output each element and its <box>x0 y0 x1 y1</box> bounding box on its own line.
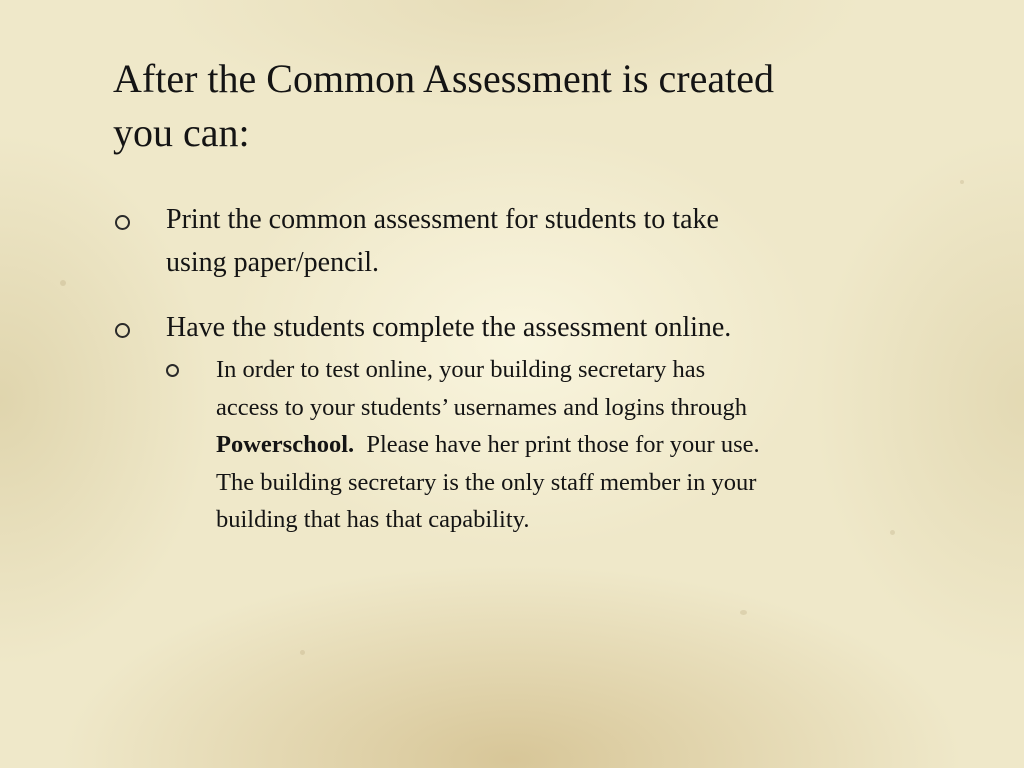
bullet-text-line: Have the students complete the assessment online. <box>166 312 732 343</box>
sub-bullet-item-secretary <box>166 351 906 539</box>
title-line: you can: <box>113 110 250 155</box>
sub-bullet-text-line: access to your students’ usernames and logins through <box>216 393 747 421</box>
sub-bullet-text-rest: Please have her print those for your use. <box>354 431 760 458</box>
bullet-list <box>113 198 913 539</box>
bullet-item-print <box>113 198 913 284</box>
paper-speckle <box>60 280 66 286</box>
paper-speckle <box>740 610 747 615</box>
bullet-text-line: using paper/pencil. <box>166 247 380 278</box>
sub-bullet-text-line: The building secretary is the only staff member in your <box>216 468 757 496</box>
hollow-circle-bullet-icon <box>115 323 130 338</box>
hollow-circle-sub-bullet-icon <box>166 364 179 377</box>
powerschool-bold-text: Powerschool. <box>216 431 355 458</box>
bullet-item-online <box>113 306 913 539</box>
sub-bullet-text-line: In order to test online, your building secretary has <box>216 356 706 383</box>
hollow-circle-bullet-icon <box>115 215 130 230</box>
paper-speckle <box>300 650 305 655</box>
paper-speckle <box>960 180 964 184</box>
sub-bullet-text-line <box>216 426 906 464</box>
title-line: After the Common Assessment is created <box>113 56 774 101</box>
sub-bullet-text-line: building that has that capability. <box>216 506 530 533</box>
bullet-text-line: Print the common assessment for students to take <box>166 204 719 235</box>
slide-title <box>113 52 933 160</box>
